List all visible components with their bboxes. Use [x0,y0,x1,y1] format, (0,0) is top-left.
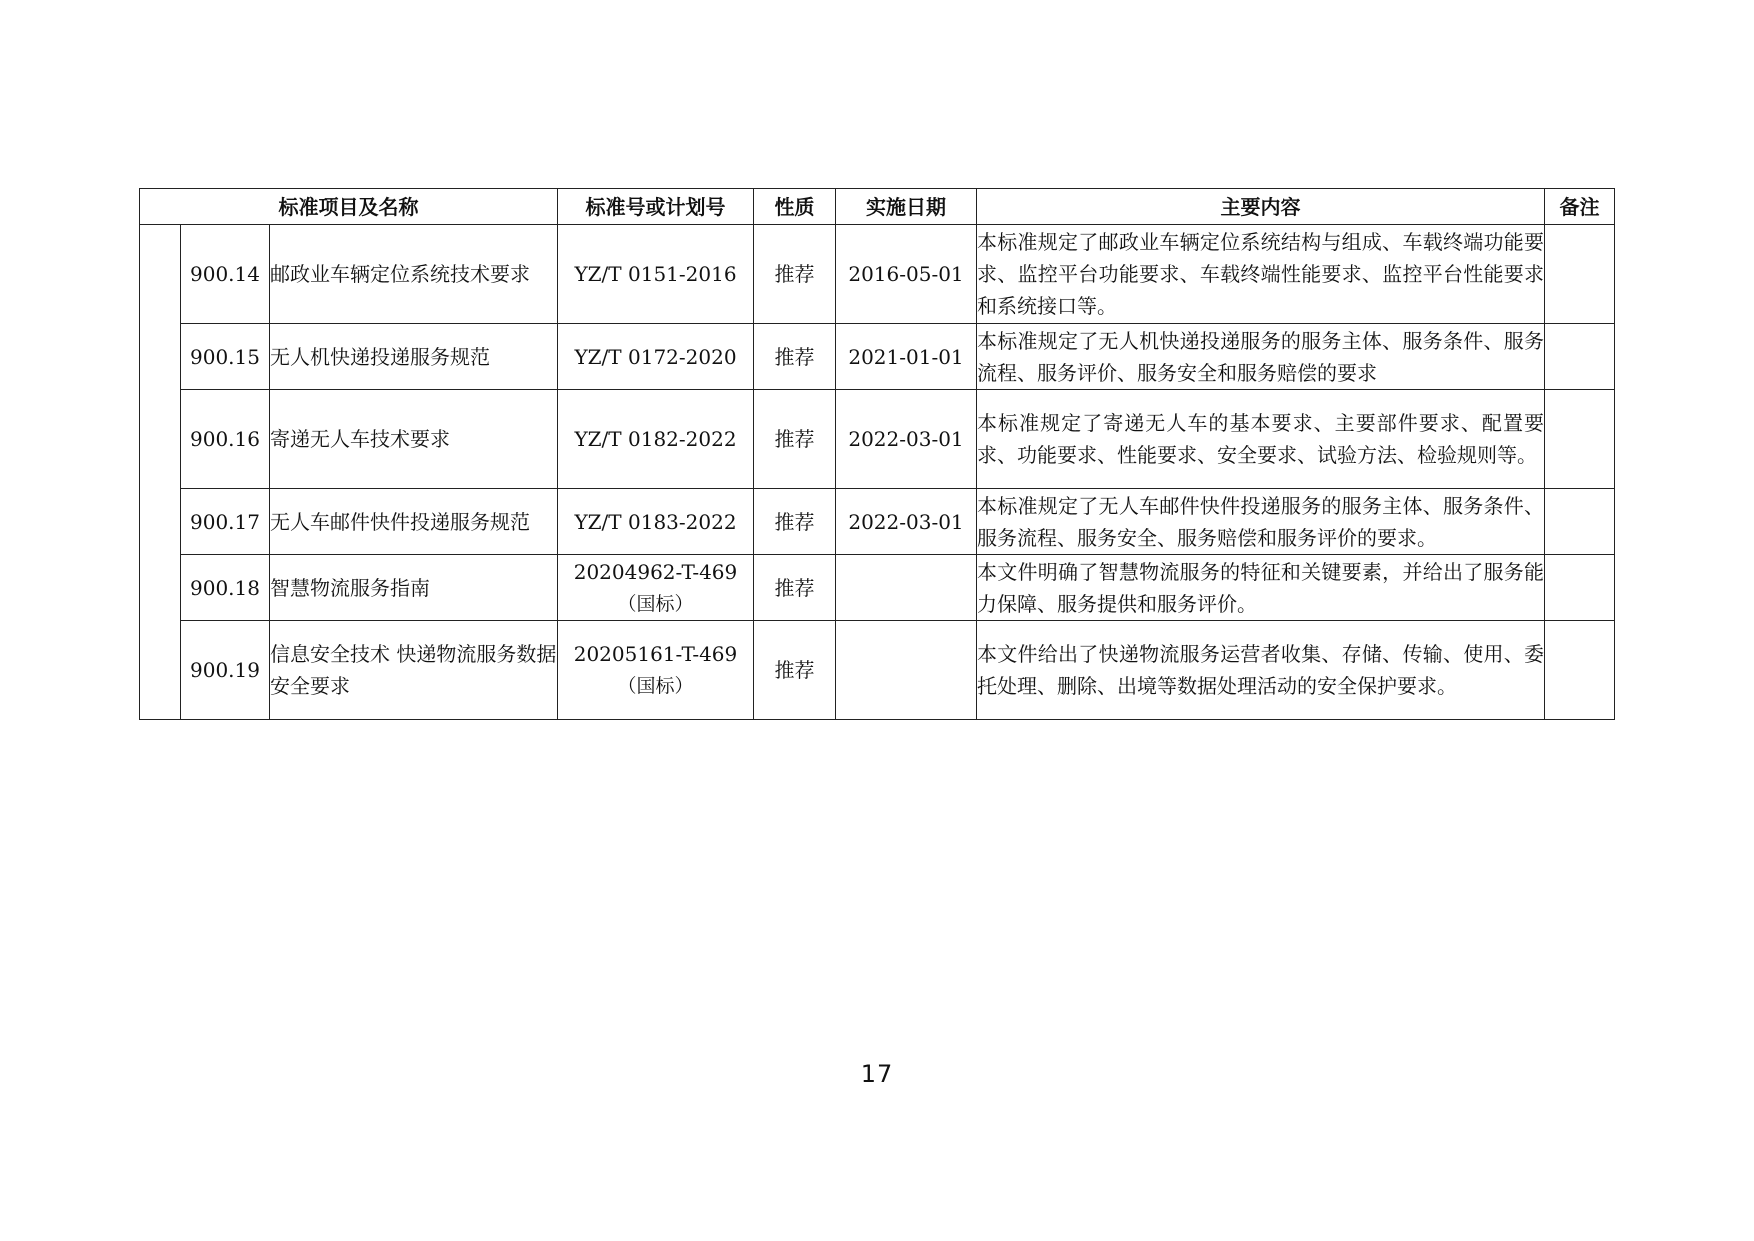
table-row [140,324,1615,390]
header-project-name: 标准项目及名称 [140,189,558,225]
header-standard-no: 标准号或计划号 [558,189,754,225]
table-row [140,225,1615,324]
row-number: 900.18 [181,555,270,621]
row-remark [1545,621,1615,720]
category-cell [140,225,181,720]
table-row [140,621,1615,720]
row-code [558,621,754,720]
row-name: 无人车邮件快件投递服务规范 [270,489,558,555]
row-remark [1545,324,1615,390]
page-number: 17 [860,1060,894,1088]
row-number: 900.17 [181,489,270,555]
row-date: 2022-03-01 [836,390,977,489]
row-content: 本标准规定了无人车邮件快件投递服务的服务主体、服务条件、服务流程、服务安全、服务赔偿和服务评价的要求。 [977,489,1545,555]
row-nature: 推荐 [754,621,836,720]
table-header-row [140,189,1615,225]
row-name: 邮政业车辆定位系统技术要求 [270,225,558,324]
row-date: 2016-05-01 [836,225,977,324]
row-code-main: 20205161-T-469 [573,642,738,666]
table-row [140,390,1615,489]
row-nature: 推荐 [754,225,836,324]
row-number: 900.14 [181,225,270,324]
table-row [140,555,1615,621]
row-date: 2021-01-01 [836,324,977,390]
row-content: 本文件给出了快递物流服务运营者收集、存储、传输、使用、委托处理、删除、出境等数据处理活动的安全保护要求。 [977,621,1545,720]
row-remark [1545,555,1615,621]
row-number: 900.16 [181,390,270,489]
row-number: 900.19 [181,621,270,720]
row-name: 信息安全技术 快递物流服务数据安全要求 [270,621,558,720]
header-content: 主要内容 [977,189,1545,225]
row-remark [1545,489,1615,555]
row-name: 寄递无人车技术要求 [270,390,558,489]
row-date [836,555,977,621]
row-code-main: YZ/T 0182-2022 [574,427,737,451]
row-nature: 推荐 [754,489,836,555]
row-code [558,324,754,390]
row-code [558,390,754,489]
row-nature: 推荐 [754,324,836,390]
row-content: 本文件明确了智慧物流服务的特征和关键要素，并给出了服务能力保障、服务提供和服务评价。 [977,555,1545,621]
row-content: 本标准规定了无人机快递投递服务的服务主体、服务条件、服务流程、服务评价、服务安全和服务赔偿的要求 [977,324,1545,390]
row-code-main: 20204962-T-469 [573,559,738,584]
row-content: 本标准规定了邮政业车辆定位系统结构与组成、车载终端功能要求、监控平台功能要求、车载终端性能要求、监控平台性能要求和系统接口等。 [977,225,1545,324]
row-code-note: （国标） [617,592,694,615]
row-nature: 推荐 [754,555,836,621]
standards-table [139,188,1615,720]
row-date: 2022-03-01 [836,489,977,555]
row-number: 900.15 [181,324,270,390]
row-nature: 推荐 [754,390,836,489]
row-name: 智慧物流服务指南 [270,555,558,621]
header-remark: 备注 [1545,189,1615,225]
row-code [558,489,754,555]
row-name: 无人机快递投递服务规范 [270,324,558,390]
header-nature: 性质 [754,189,836,225]
row-code [558,555,754,621]
header-date: 实施日期 [836,189,977,225]
row-remark [1545,390,1615,489]
row-code-note: （国标） [617,675,694,697]
row-code-main: YZ/T 0172-2020 [574,344,737,369]
row-code-main: YZ/T 0183-2022 [574,509,737,534]
row-remark [1545,225,1615,324]
row-date [836,621,977,720]
row-content: 本标准规定了寄递无人车的基本要求、主要部件要求、配置要求、功能要求、性能要求、安全要求、试验方法、检验规则等。 [977,390,1545,489]
table-row [140,489,1615,555]
row-code [558,225,754,324]
row-code-main: YZ/T 0151-2016 [574,262,737,286]
